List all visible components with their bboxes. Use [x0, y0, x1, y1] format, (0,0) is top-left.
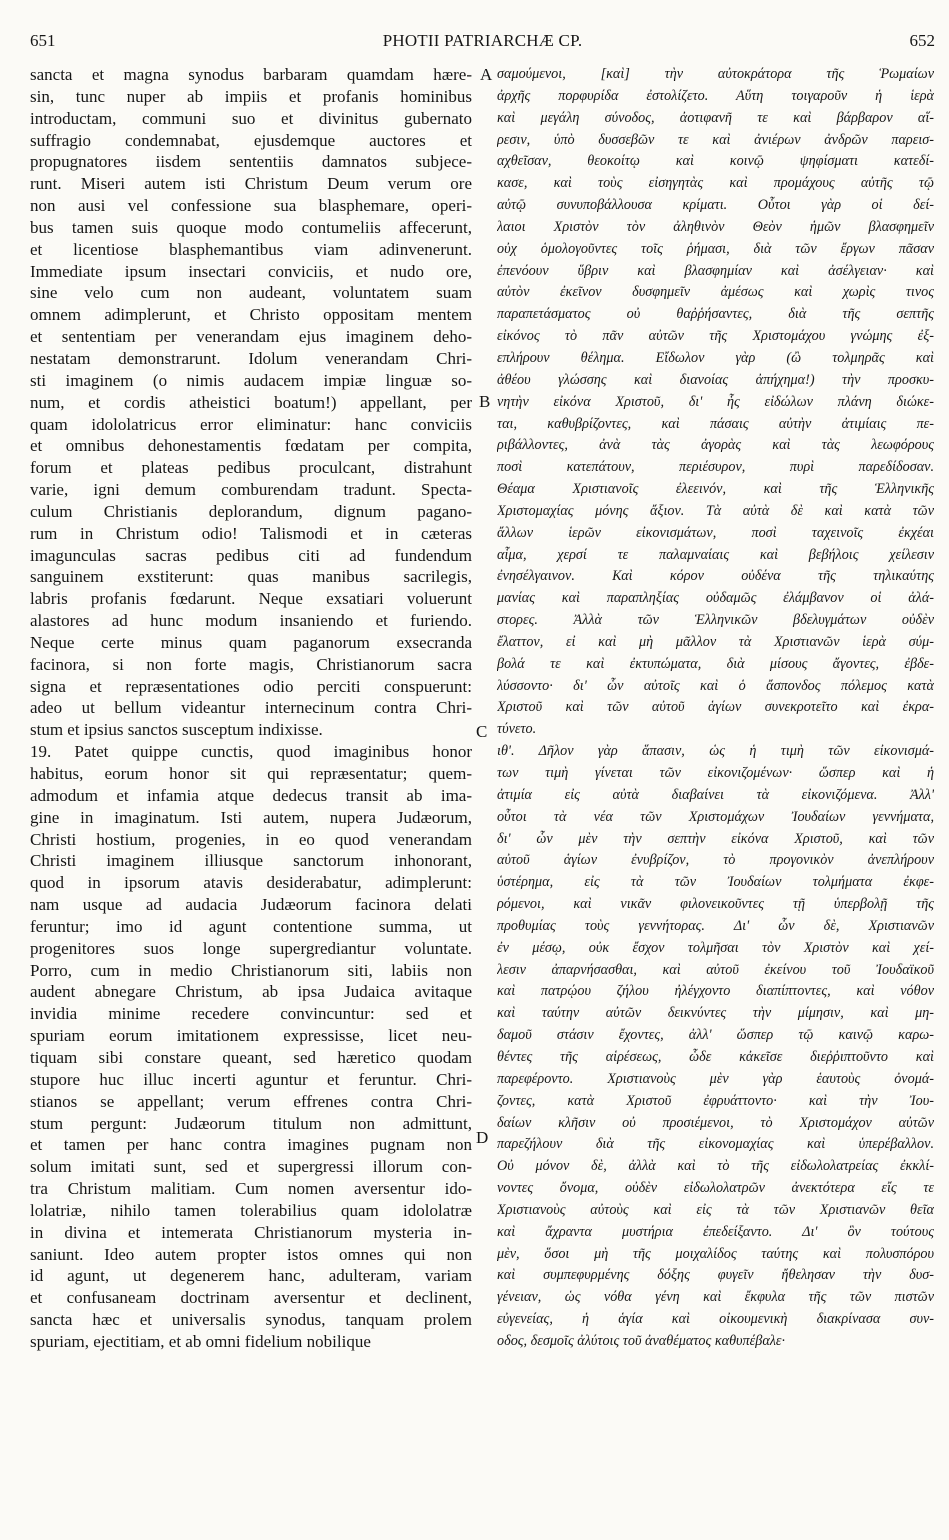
latin-text-line: suffragio condemnabat, ejusdemque auctores et — [30, 130, 472, 150]
left-column-number: 651 — [30, 31, 56, 50]
latin-text-line: tra Christum malitiam. Cum nomen aversentur ido- — [30, 1179, 472, 1199]
greek-text-line: ἄλλων ἱερῶν εἰκονισμάτων, ποσὶ ταχεινοῖς ἐκχέαι — [497, 524, 934, 541]
latin-text-line: adeo ut bellum videantur internecinum contra Chri- — [30, 698, 472, 718]
latin-text-line: admodum et infamia atque dedecus transit ab ima- — [30, 785, 472, 805]
greek-text-line: αὐτοῦ ἁγίων ἐνυβρίζον, τὸ προγονικὸν ἀνεπλήρουν — [497, 852, 934, 869]
latin-text-line: labris profanis fœdarunt. Neque exsatiari voluerunt — [30, 589, 472, 609]
greek-text-line: ποσὶ κατεπάτουν, περιέσυρον, πυρὶ παρεδίδοσαν. — [497, 459, 934, 476]
latin-text-line: sancta hæc et universalis synodus, tanquam prolem — [30, 1310, 472, 1330]
latin-text-line: spuriam, ejectitiam, et ab omni fidelium nobilique — [30, 1331, 371, 1351]
latin-text-line: alastores ad hunc modum insaniendo et furiendo. — [30, 611, 472, 631]
latin-text-line: signa et repræsentationes odio perciti conspuerunt: — [30, 676, 472, 696]
greek-text-line: παρεζήλουν διὰ τῆς εἰκονομαχίας καὶ ὑπερέβαλλον. — [497, 1136, 934, 1153]
greek-text-line: σαμούμενοι, [καὶ] τὴν αὐτοκράτορα τῆς Ῥωμαίων — [497, 66, 934, 82]
latin-text-line: imagunculas sacras pedibus citi ad fundendum — [30, 545, 472, 565]
latin-text-line: sancta et magna synodus barbaram quamdam hære- — [30, 65, 472, 84]
greek-text-line: δαίων κλῆσιν οὐ προσιέμενοι, τὸ Χριστομάχον αὐτῶν — [497, 1114, 934, 1131]
latin-text-line: gine in imaginatum. Isti autem, nupera Judæorum, — [30, 807, 472, 827]
latin-column — [30, 64, 472, 1353]
greek-text-line: ἐν μέσῳ, οὐκ ἔσχον τολμῆσαι τὸν Χριστὸν καὶ χεί- — [497, 939, 934, 956]
greek-text-line: ται, καθυβρίζοντες, καὶ πάσαις αὐτὴν ἀτιμίαις πε- — [497, 415, 934, 432]
greek-text-line: νοντες ὄνομα, οὐδὲν εἰδωλολατρῶν ἀνεκτότερα εἴς τε — [497, 1180, 934, 1197]
latin-text-line: id agunt, ut degenerem hanc, adulteram, variam — [30, 1266, 472, 1286]
greek-text-line: καὶ συμπεφυρμένης δόξης φυγεῖν ἤθελησαν τὴν δυσ- — [497, 1267, 934, 1284]
greek-text-line: ἀρχῆς πορφυρίδα ἐστολίζετο. Αὕτη τοιγαροῦν ἡ ἱερὰ — [497, 87, 934, 104]
latin-text-line: in divina et intemerata Christianorum mysteria in- — [30, 1222, 472, 1242]
greek-column — [497, 64, 934, 1353]
greek-text-line: λεσιν ἀπαρνήσασθαι, καὶ αὐτοῦ ἐκείνου τοῦ Ἰουδαϊκοῦ — [497, 961, 934, 978]
greek-text-line: καὶ ἄχραντα μυστήρια ἐπεδείξαντο. Δι' ὃν τούτους — [497, 1223, 934, 1240]
latin-text-line: feruntur; imo id agunt contentione summa, ut — [30, 916, 472, 936]
greek-text-line: γένειαν, ὡς νόθα γένη καὶ ἔκφυλα τῆς τῶν πιστῶν — [497, 1289, 934, 1306]
latin-text-line: et omnibus dehonestamentis fœdatam per compita, — [30, 436, 472, 456]
latin-text-line: sanguinem exstiterunt: quas manibus sacrilegis, — [30, 567, 472, 587]
greek-text-line: ζοντες, κατὰ Χριστοῦ ἐφρυάττοντο· καὶ τὴν Ἰου- — [497, 1092, 934, 1109]
latin-text-line: introductam, communi suo et divinitus gubernato — [30, 108, 472, 128]
latin-text-line: spuriam eorum imitationem expressisse, licet neu- — [30, 1026, 472, 1046]
greek-text-line: ἀτιμία εἰς αὐτὰ διαβαίνει τὰ εἰκονιζόμενα. Ἀλλ' — [497, 786, 934, 803]
latin-text-line: stupore huc illuc incerti aguntur et feruntur. Chri- — [30, 1069, 472, 1089]
greek-text-line: ιθ'. Δῆλον γὰρ ἅπασιν, ὡς ἡ τιμὴ τῶν εἰκονισμά- — [497, 743, 934, 760]
running-header — [30, 31, 935, 57]
latin-text-line: audent abnegare Christum, ab ipsa Judaica avitaque — [30, 982, 472, 1002]
greek-text-line: παρεφέροντο. Χριστιανοὺς μὲν γὰρ ἑαυτοὺς ὀνομά- — [497, 1070, 934, 1087]
latin-text-line: forum et plateas pedibus proculcant, distrahunt — [30, 458, 472, 478]
greek-text-line: στορες. Ἀλλὰ τῶν Ἑλληνικῶν βδελυγμάτων οὐδὲν — [497, 612, 934, 629]
right-column-number: 652 — [909, 31, 935, 50]
greek-text-line: καὶ πατρῴου ζήλου ἠλέγχοντο διαπίπτοντες, καὶ νόθον — [497, 983, 934, 1000]
latin-text-line: runt. Miseri autem isti Christum Deum verum ore — [30, 174, 472, 194]
latin-text-line: propugnatores iisdem sententiis damnatos subjece- — [30, 152, 472, 172]
latin-text-line: rum in Christum odio! Talismodi et in cæteras — [30, 523, 472, 543]
latin-text-line: num, et cordis atheistici boatum!) appellant, per — [30, 392, 472, 412]
greek-text-line: επλήρουν θέλημα. Εἴδωλον γὰρ (ὢ τολμηρᾶς καὶ — [497, 349, 934, 366]
greek-text-line: προθυμίας τοὺς γεννήτορας. Δι' ὧν δὲ, Χριστιανῶν — [497, 917, 934, 934]
greek-text-line: ὑστέρημα, εἰς τὰ τῶν Ἰουδαίων τολμήματα ἐκφε- — [497, 874, 934, 891]
latin-text-line: Christi imaginem illiusque sanctorum inhonorant, — [30, 851, 472, 871]
latin-text-line: stum et ipsius sanctos susceptum indixisse. — [30, 720, 323, 740]
latin-text-line: sti imaginem (o nimis audacem impiæ linguæ so- — [30, 370, 472, 390]
latin-text-line: nam usque ad audacia Judæorum facinora delati — [30, 895, 472, 915]
greek-text-line: αὐτῷ συνυποβάλλουσα κρίματι. Οὗτοι γὰρ οἱ δεί- — [497, 197, 934, 214]
greek-text-line: νητὴν εἰκόνα Χριστοῦ, δι' ἧς εἰδώλων πλάνη διώκε- — [497, 393, 934, 410]
margin-letter-c: C — [476, 722, 488, 741]
latin-text-line: et sententiam per venerandam ejus imaginem deho- — [30, 327, 472, 347]
greek-text-line: ἐνησέλγαινον. Καὶ κόρον οὐδένα τῆς τηλικαύτης — [497, 568, 934, 585]
latin-text-line: sine velo cum non audeant, voluntatem suam — [30, 283, 472, 303]
latin-text-line: quam idololatricus error eliminatur: hanc conviciis — [30, 414, 472, 434]
latin-text-line: saniunt. Ideo autem propter istos omnes qui non — [30, 1244, 472, 1264]
greek-text-line: ἀθέου γλώσσης καὶ διανοίας ἀπήχημα!) τὴν προσκυ- — [497, 371, 934, 388]
latin-text-line: Christi hostium, progenies, in eo quod venerandam — [30, 829, 472, 849]
greek-text-line: αὐτὸν ἐκεῖνον δυσφημεῖν ἀμέσως καὶ χωρὶς τινος — [497, 284, 934, 301]
greek-text-line: ρεσιν, ὑπὸ δυσσεβῶν τε καὶ ἀνιέρων ἀνδρῶν παρεισ- — [497, 131, 934, 148]
greek-text-line: λαιοι Χριστὸν τὸν ἀληθινὸν Θεὸν ἡμῶν βλασφημεῖν — [497, 218, 934, 235]
greek-text-line: Θέαμα Χριστιανοῖς ἐλεεινόν, καὶ τῆς Ἑλληνικῆς — [497, 481, 934, 498]
greek-text-line: δαμοῦ στάσιν ἔχοντες, ἀλλ' ὥσπερ τῷ καινῷ καρω- — [497, 1027, 934, 1044]
greek-text-line: μανίας καὶ παραπληξίας οὐδαμῶς ἐλάμβανον οἱ ἀλά- — [497, 590, 934, 607]
latin-text-line: et confusaneam doctrinam aversentur et declinent, — [30, 1288, 472, 1308]
greek-text-line: θέντες τῆς αἱρέσεως, ὧδε κἀκεῖσε διεῤῥιπτοῦντο καὶ — [497, 1048, 934, 1065]
latin-text-line: stum pergunt: Judæorum titulum non admittunt, — [30, 1113, 472, 1133]
greek-text-line: δι' ὧν μὲν τὴν σεπτὴν εἰκόνα Χριστοῦ, καὶ τῶν — [497, 830, 934, 847]
greek-text-line: βολά τε καὶ ἐκτυπώματα, διὰ μίσους ἄγοντες, ἐβδε- — [497, 655, 934, 672]
latin-text-line: 19. Patet quippe cunctis, quod imaginibus honor — [30, 742, 472, 762]
latin-text-line: varie, igni demum comburendam tradunt. Specta- — [30, 480, 472, 500]
greek-text-line: παραπετάσματος οὐ θαῤῥήσαντες, διὰ τῆς σεπτῆς — [497, 306, 934, 323]
greek-text-line: λύσσοντο· δι' ὧν αὐτοῖς καὶ ὁ ἄσπονδος πόλεμος κατὰ — [497, 677, 934, 694]
margin-letter-d: D — [476, 1128, 489, 1147]
greek-text-line: καὶ ταύτην αὐτῶν δεικνύντες τὴν μίμησιν, καὶ μη- — [497, 1005, 934, 1022]
greek-text-line: μὲν, ὅσοι μὴ τῆς μοιχαλίδος ταύτης καὶ πολυσπόρου — [497, 1245, 934, 1262]
greek-text-line: των τιμὴ γίνεται τῶν εἰκονιζομένων· ὥσπερ καὶ ἡ — [497, 765, 934, 781]
latin-text-line: tiquam sibi constare queant, sed hæretico quodam — [30, 1047, 472, 1067]
latin-text-line: habitus, eorum honor sit qui repræsentatur; quem- — [30, 764, 472, 783]
greek-text-line: τύνετο. — [497, 721, 537, 738]
greek-text-line: Χριστιανοὺς αὐτοὺς καὶ εἰς τὰ τῶν Χριστιανῶν θεῖα — [497, 1201, 934, 1218]
greek-text-line: καὶ μεγάλη σύνοδος, ἀοτιφανῆ τε καὶ βάρβαρον αἵ- — [497, 109, 934, 126]
greek-text-line: αχθεῖσαν, θεοκοίτῳ καὶ κοινῷ ψηφίσματι κατεδί- — [497, 153, 934, 170]
greek-text-line: Χριστομαχίας μόνης ἄξιον. Τὰ αὐτὰ δὲ καὶ κατὰ τῶν — [497, 502, 934, 519]
latin-text-line: Porro, cum in medio Christianorum siti, labiis non — [30, 960, 472, 980]
greek-text-line: ἔλαττον, εἰ καὶ μὴ μᾶλλον τὰ Χριστιανῶν ἱερὰ σύμ- — [497, 633, 934, 650]
latin-text-line: lolatriæ, nihilo tamen tolerabilius quam idololatræ — [30, 1200, 472, 1220]
latin-text-line: et tamen per hanc contra imagines pugnam non — [30, 1135, 472, 1155]
latin-text-line: non ausi vel confessione sua blasphemare, operi- — [30, 196, 472, 216]
latin-text-line: omnem adimplerunt, et Christo oppositam mentem — [30, 305, 472, 325]
margin-letter-a: A — [480, 65, 493, 84]
margin-letter-b: B — [479, 392, 491, 411]
greek-text-line: ρόμενοι, καὶ νικᾶν φιλονεικοῦντες τῇ ὑπερβολῇ τῆς — [497, 896, 934, 913]
latin-text-line: nestatam demonstrarunt. Idolum venerandam Chri- — [30, 348, 472, 368]
greek-text-line: εἰκόνος τὸ πᾶν αὐτῶν τῆς Χριστομάχου γνώμης ἐξ- — [497, 328, 934, 345]
greek-text-line: ἐπενόουν ὕβριν καὶ βλασφημίαν καὶ ἀσέλγειαν· καὶ — [497, 262, 934, 279]
greek-text-line: κασε, καὶ τοὺς εἰσηγητὰς καὶ προμάχους αὐτῆς τῷ — [497, 175, 934, 192]
greek-text-line: οὗτοι τὰ νέα τῶν Χριστομάχων Ἰουδαίων γεννήματα, — [497, 808, 934, 825]
latin-text-line: et licentiose blasphemantibus viam adinvenerunt. — [30, 239, 472, 259]
latin-text-line: stianos se appellant; verum effrenes contra Chri- — [30, 1091, 472, 1111]
greek-text-line: Οὐ μόνον δὲ, ἀλλὰ καὶ τὸ τῆς εἰδωλολατρείας ἐκκλί- — [497, 1158, 934, 1175]
latin-text-line: progenitores suos longe supergrediantur voluntate. — [30, 938, 472, 958]
greek-text-line: οδος, δεσμοῖς ἀλύτοις τοῦ ἀναθέματος καθυπέβαλε· — [497, 1332, 786, 1349]
greek-text-line: εὐγενείας, ἡ ἁγία καὶ οἰκουμενικὴ διακρίνασα συν- — [497, 1311, 934, 1328]
latin-text-line: Neque certe minus quam paganorum exsecranda — [30, 632, 472, 652]
latin-text-line: facinora, si non forte magis, Christianorum sacra — [30, 654, 472, 674]
latin-text-line: solum imitati sunt, sed et supergressi illorum con- — [30, 1157, 472, 1177]
latin-text-line: sin, tunc nuper ab impiis et profanis hominibus — [30, 86, 472, 106]
greek-text-line: αἷμα, χερσί τε παλαμναίαις καὶ βεβήλοις χείλεσιν — [497, 546, 934, 563]
latin-text-line: quod in ipsorum atavis desiderabatur, adimplerunt: — [30, 873, 472, 893]
greek-text-line: ριβάλλοντες, ἀνὰ τὰς ἀγορὰς καὶ τὰς λεωφόρους — [497, 437, 934, 454]
latin-text-line: Immediate ipsum insectari conviciis, et nudo ore, — [30, 261, 472, 281]
greek-text-line: Χριστοῦ καὶ τῶν αὐτοῦ ἁγίων συνεκροτεῖτο καὶ ἐκρα- — [497, 699, 934, 716]
greek-text-line: οὐχ ὁμολογοῦντες τοῖς ῥήμασι, διὰ τῶν ἔργων πᾶσαν — [497, 240, 934, 257]
latin-text-line: invidia minime recedere convincuntur: sed et — [30, 1004, 472, 1024]
running-title: PHOTII PATRIARCHÆ CP. — [382, 31, 583, 50]
latin-text-line: culum Christianis deplorandum, dignum pagano- — [30, 501, 472, 521]
latin-text-line: bus tamen suis quoque modo contumeliis affecerunt, — [30, 217, 472, 237]
